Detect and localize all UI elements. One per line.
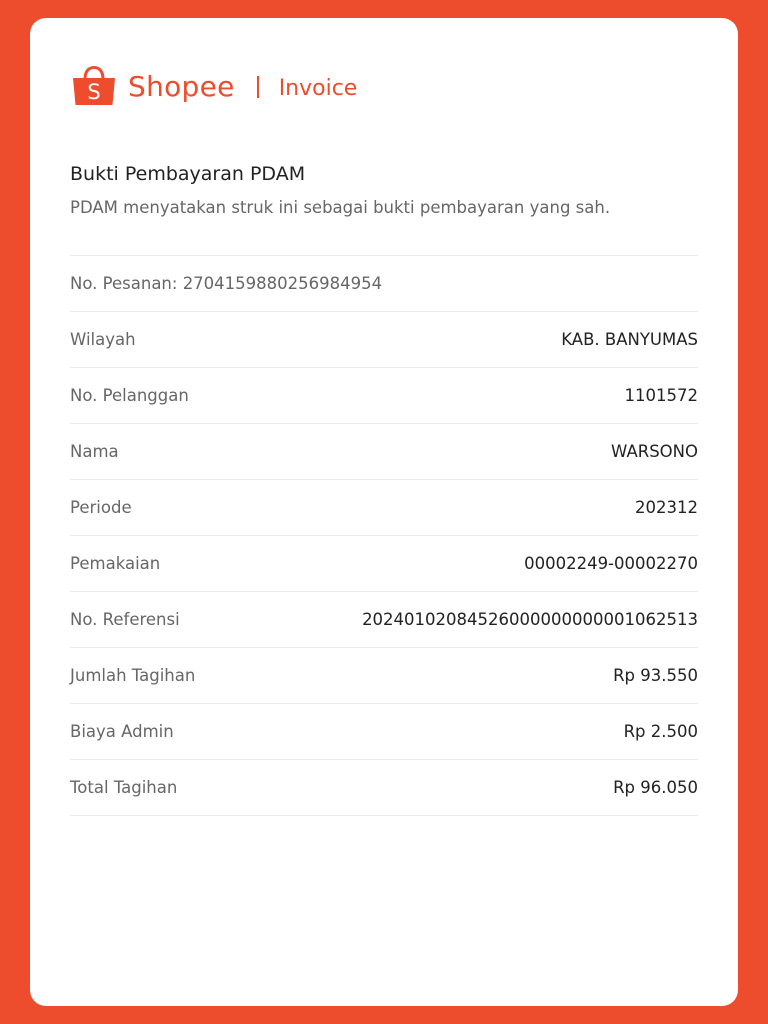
detail-row-total-tagihan [70,760,698,816]
detail-row-pemakaian [70,536,698,592]
detail-row-wilayah [70,312,698,368]
detail-value: Rp 93.550 [613,666,698,685]
invoice-header [70,66,357,106]
shopee-bag-letter: S [87,80,101,104]
detail-row-jumlah-tagihan [70,648,698,704]
detail-row-no-referensi [70,592,698,648]
header-divider [257,76,259,98]
detail-label: Wilayah [70,330,136,349]
detail-label: Total Tagihan [70,778,178,797]
detail-label: Jumlah Tagihan [70,666,196,685]
invoice-label: Invoice [278,76,358,101]
detail-value: 00002249-00002270 [524,554,698,573]
detail-label: Periode [70,498,132,517]
detail-label: No. Pelanggan [70,386,189,405]
invoice-card [30,18,738,1006]
detail-label: Biaya Admin [70,722,174,741]
detail-value: 202312 [635,498,698,517]
receipt-description: PDAM menyatakan struk ini sebagai bukti pembayaran yang sah. [70,198,611,217]
detail-value: 1101572 [624,386,698,405]
brand-name: Shopee [128,70,235,103]
detail-label: No. Referensi [70,610,180,629]
detail-label: Pemakaian [70,554,161,573]
detail-row-nama [70,424,698,480]
receipt-title: Bukti Pembayaran PDAM [70,163,306,185]
detail-value: WARSONO [611,442,698,461]
detail-row-biaya-admin [70,704,698,760]
receipt-details [70,255,698,816]
detail-row-periode [70,480,698,536]
detail-value: 20240102084526000000000001062513 [362,610,698,629]
shopee-bag-icon [70,66,118,106]
detail-row-no-pelanggan [70,368,698,424]
detail-value: Rp 2.500 [623,722,698,741]
detail-value: KAB. BANYUMAS [561,330,698,349]
order-number: No. Pesanan: 2704159880256984954 [70,256,698,312]
detail-label: Nama [70,442,119,461]
detail-value: Rp 96.050 [613,778,698,797]
